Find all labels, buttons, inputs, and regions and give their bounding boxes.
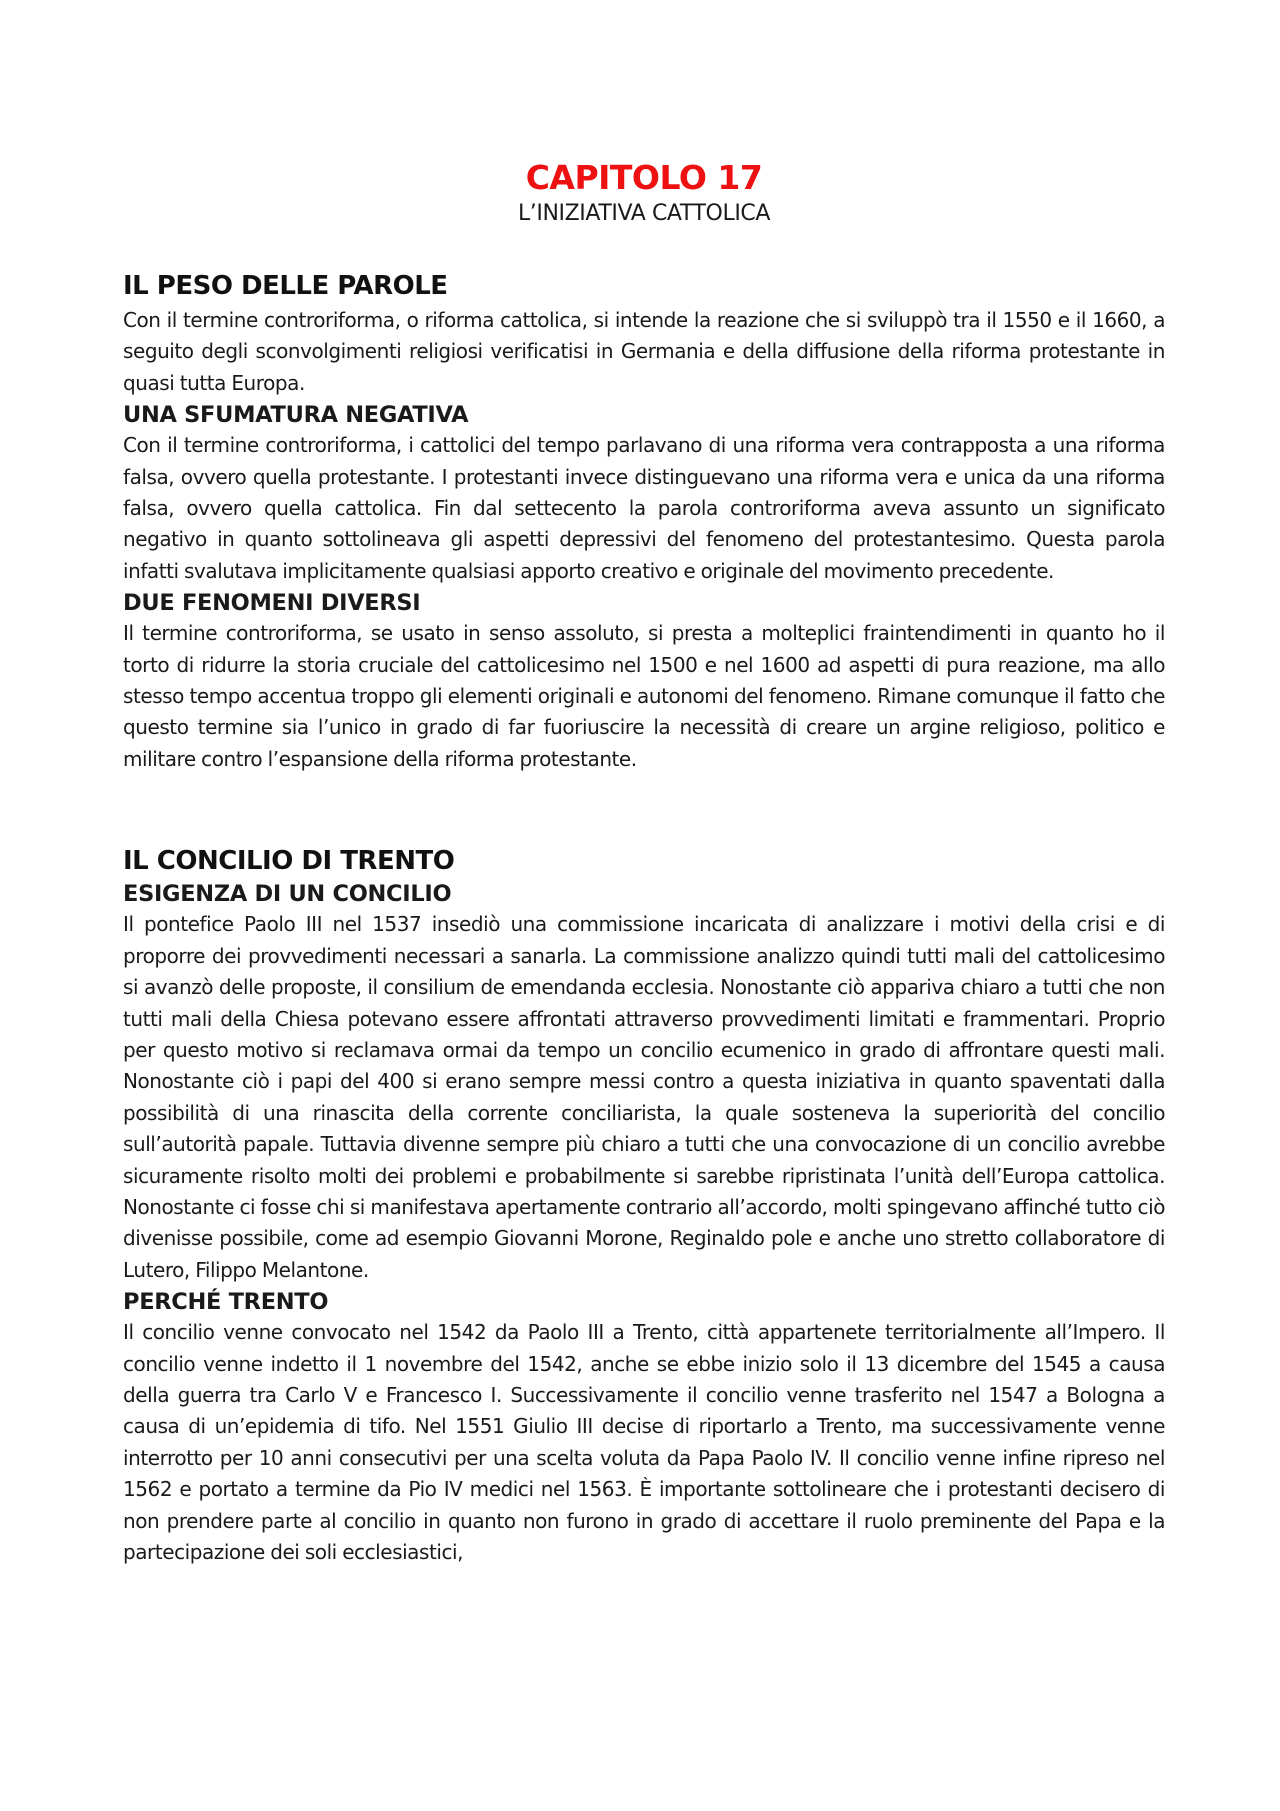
section-peso-delle-parole	[123, 270, 1165, 775]
chapter-subtitle: L’INIZIATIVA CATTOLICA	[517, 201, 771, 226]
section-title: IL CONCILIO DI TRENTO	[123, 846, 455, 877]
paragraph: Con il termine controriforma, i cattolici del tempo parlavano di una riforma vera contrapposta a una riforma falsa, ovvero quella protestante. I protestanti invece distinguevano una riforma vera e unica da una riforma falsa, ovvero quella cattolica. Fin dal settecento la parola controriforma aveva assunto un significato negativo in quanto sottolineava gli aspetti depressivi del fenomeno del protestantesimo. Questa parola infatti svalutava implicitamente qualsiasi apporto creativo e originale del movimento precedente.	[123, 433, 1165, 583]
subsection-title: ESIGENZA DI UN CONCILIO	[123, 881, 452, 908]
section-title: IL PESO DELLE PAROLE	[123, 271, 448, 301]
subsection-title: PERCHÉ TRENTO	[123, 1289, 329, 1316]
paragraph: Il concilio venne convocato nel 1542 da Paolo III a Trento, città appartenete territorialmente all’Impero. Il concilio venne indetto il 1 novembre del 1542, anche se ebbe inizio solo il 13 dicembre del 1545 a causa della guerra tra Carlo V e Francesco I. Successivamente il concilio venne trasferito nel 1547 a Bologna a causa di un’epidemia di tifo. Nel 1551 Giulio III decise di riportarlo a Trento, ma successivamente venne interrotto per 10 anni consecutivi per una scelta voluta da Papa Paolo IV. Il concilio venne infine ripreso nel 1562 e portato a termine da Pio IV medici nel 1563. È importante sottolineare che i protestanti decisero di non prendere parte al concilio in quanto non furono in grado di accettare il ruolo preminente del Papa e la partecipazione dei soli ecclesiastici,	[123, 1320, 1165, 1564]
subsection-title: UNA SFUMATURA NEGATIVA	[123, 402, 469, 429]
paragraph: Il pontefice Paolo III nel 1537 insediò una commissione incaricata di analizzare i motivi della crisi e di proporre dei provvedimenti necessari a sanarla. La commissione analizzo quindi tutti mali del cattolicesimo si avanzò delle proposte, il consilium de emendanda ecclesia. Nonostante ciò appariva chiaro a tutti che non tutti mali della Chiesa potevano essere affrontati attraverso provvedimenti limitati e frammentari. Proprio per questo motivo si reclamava ormai da tempo un concilio ecumenico in grado di affrontare questi mali. Nonostante ciò i papi del 400 si erano sempre messi contro a questa iniziativa in quanto spaventati dalla possibilità di una rinascita della corrente conciliarista, la quale sosteneva la superiorità del concilio sull’autorità papale. Tuttavia divenne sempre più chiaro a tutti che una convocazione di un concilio avrebbe sicuramente risolto molti dei problemi e probabilmente si sarebbe ripristinata l’unità dell’Europa cattolica. Nonostante ci fosse chi si manifestava apertamente contrario all’accordo, molti spingevano affinché tutto ciò divenisse possibile, come ad esempio Giovanni Morone, Reginaldo pole e anche uno stretto collaboratore di Lutero, Filippo Melantone.	[123, 912, 1165, 1282]
subsection-title: DUE FENOMENI DIVERSI	[123, 590, 421, 617]
section-concilio-di-trento	[123, 845, 1165, 1568]
paragraph: Con il termine controriforma, o riforma cattolica, si intende la reazione che si sviluppò tra il 1550 e il 1660, a seguito degli sconvolgimenti religiosi verificatisi in Germania e della diffusione della riforma protestante in quasi tutta Europa.	[123, 308, 1165, 395]
paragraph: Il termine controriforma, se usato in senso assoluto, si presta a molteplici fraintendimenti in quanto ho il torto di ridurre la storia cruciale del cattolicesimo nel 1500 e nel 1600 ad aspetti di pura reazione, ma allo stesso tempo accentua troppo gli elementi originali e autonomi del fenomeno. Rimane comunque il fatto che questo termine sia l’unico in grado di far fuoriuscire la necessità di creare un argine religioso, politico e militare contro l’espansione della riforma protestante.	[123, 621, 1165, 771]
chapter-title: CAPITOLO 17	[525, 158, 763, 197]
